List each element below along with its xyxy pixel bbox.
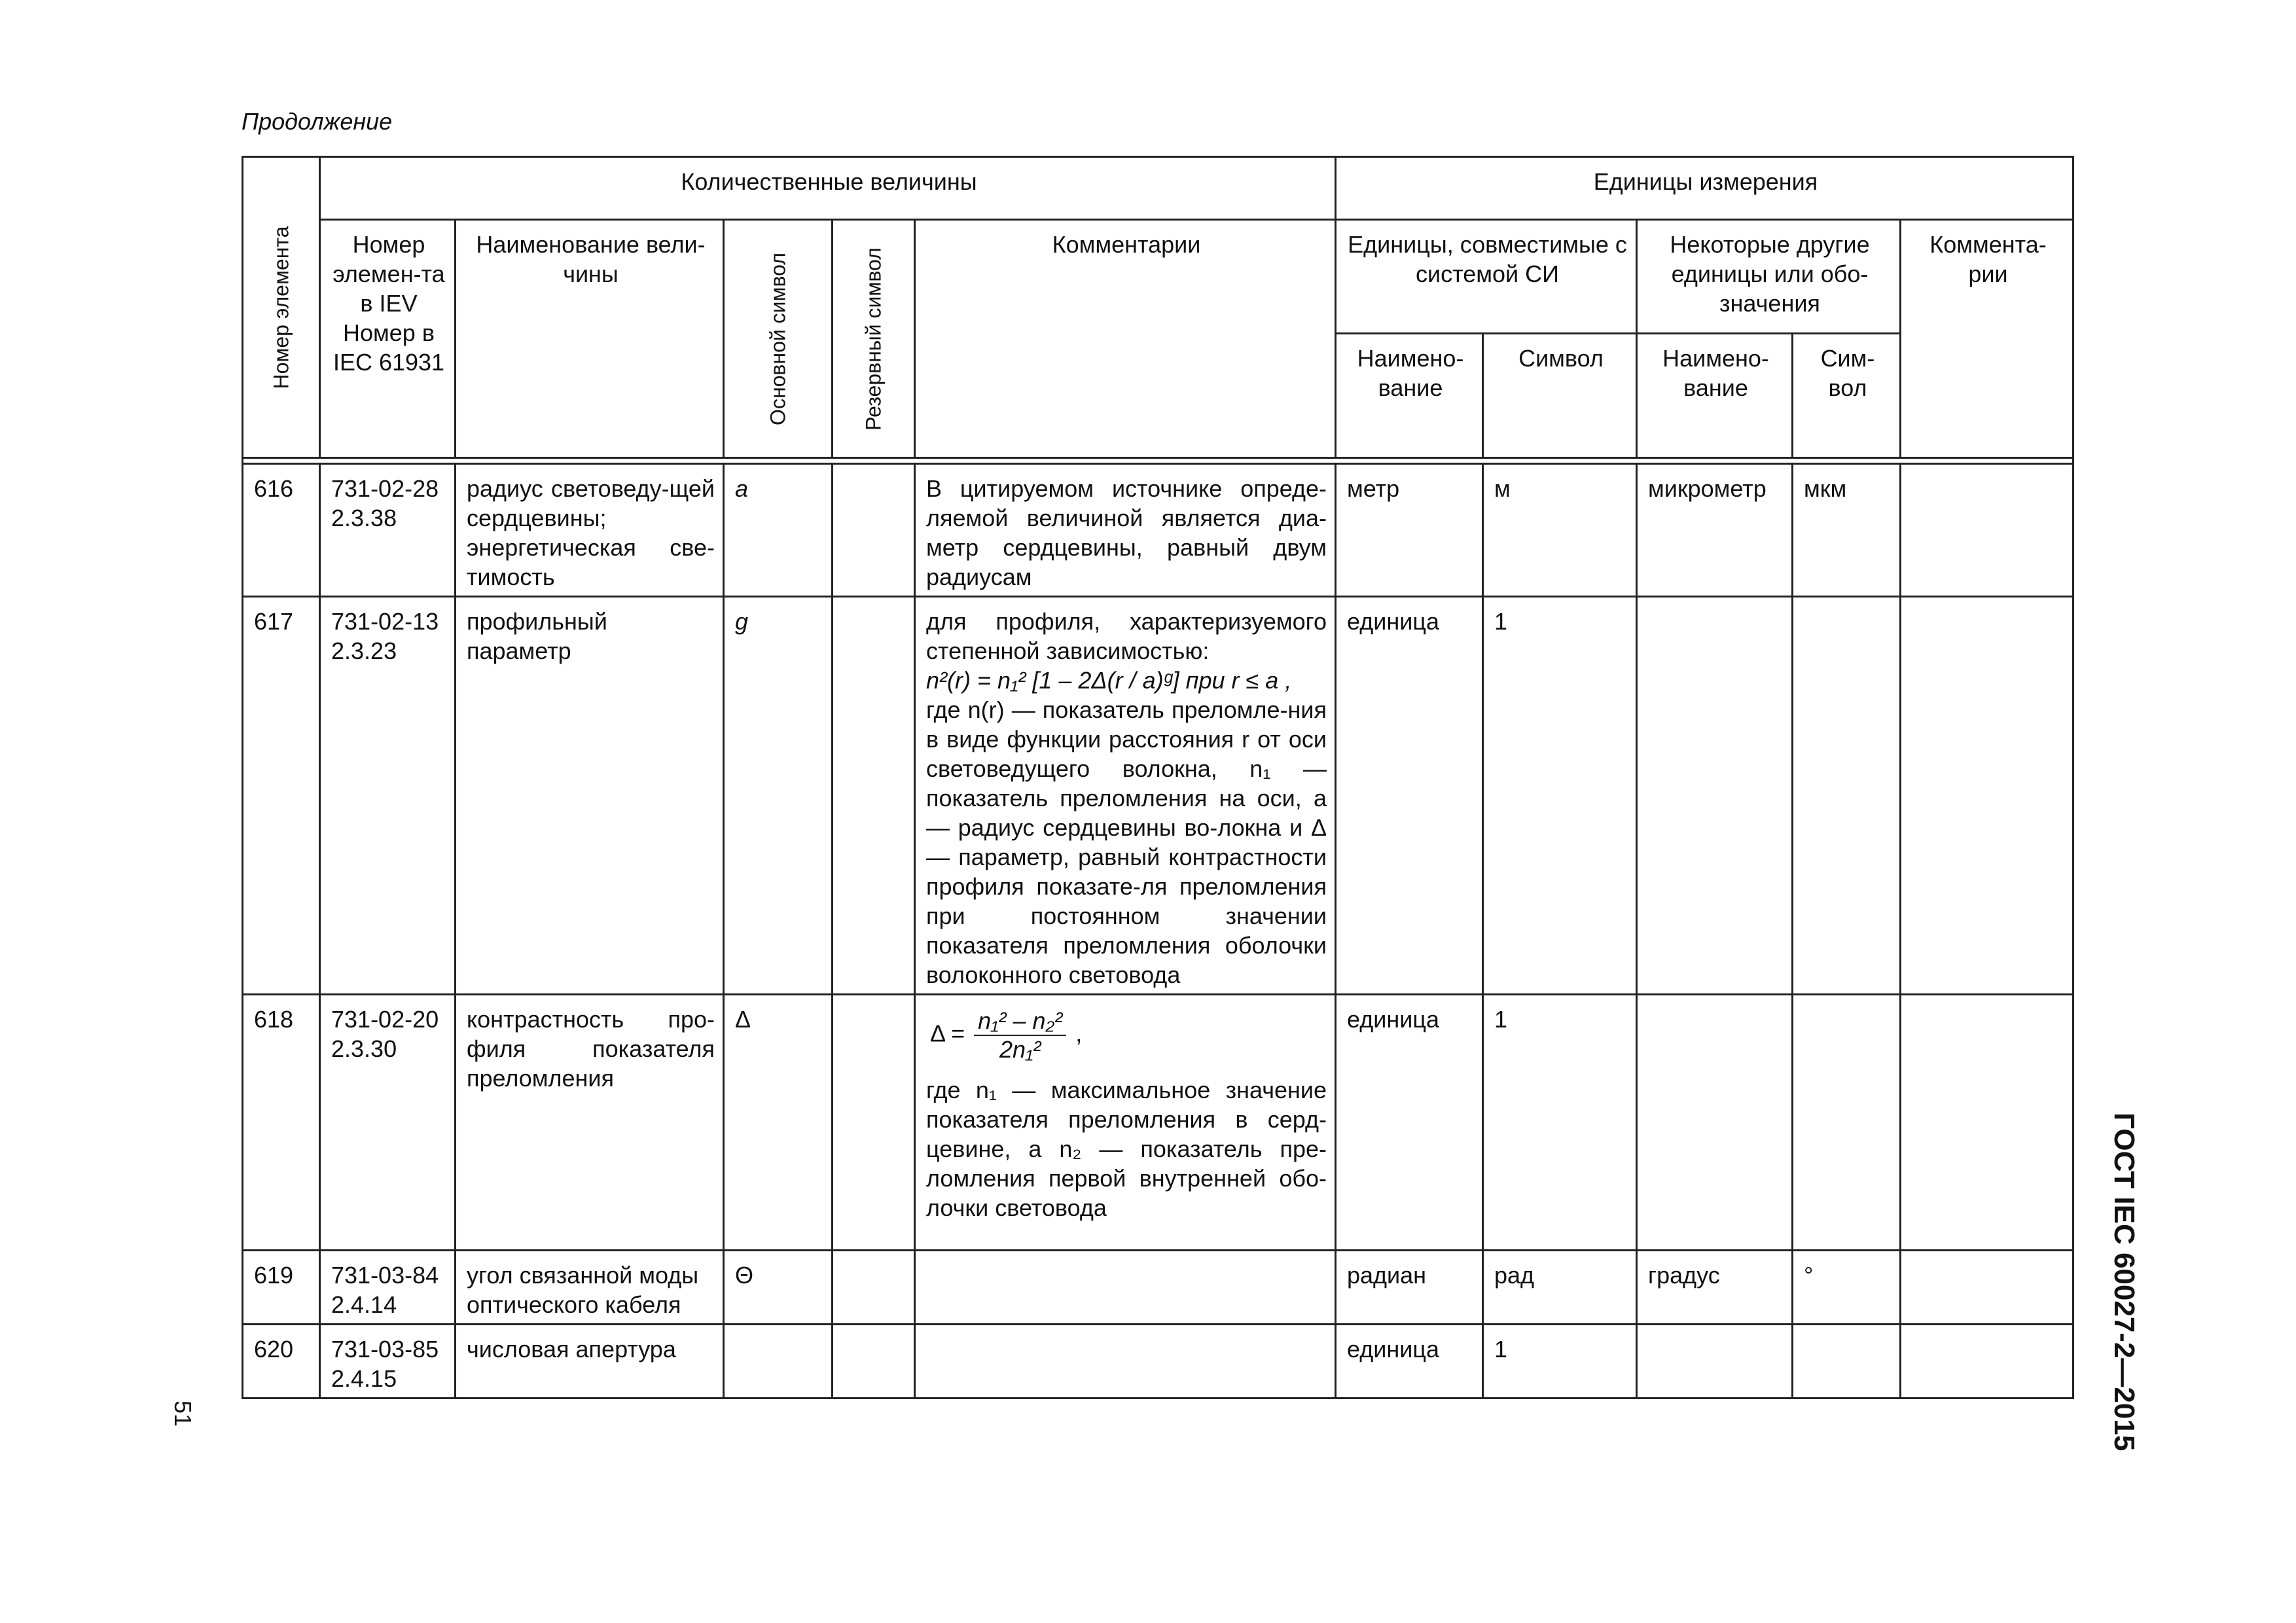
- continuation-caption: Продолжение: [242, 108, 393, 135]
- row-other-name: микрометр: [1637, 464, 1793, 597]
- formula-tail: ,: [1075, 1020, 1083, 1047]
- quantities-table: [242, 156, 2074, 1399]
- row-reserve-symbol: [833, 1325, 915, 1399]
- formula-denominator: 2n₁²: [999, 1036, 1041, 1063]
- profile-formula: n²(r) = n₁² [1 – 2Δ(r / a)ᵍ] при r ≤ a ,: [926, 667, 1292, 694]
- header-main-symbol: Основной символ: [724, 220, 833, 458]
- row-comment: [915, 995, 1336, 1251]
- header-si-symbol: Символ: [1483, 334, 1637, 458]
- row-si-name: единица: [1336, 995, 1483, 1251]
- row-iev-number: 731-03-85 2.4.15: [320, 1325, 456, 1399]
- standard-title: ГОСТ IEC 60027-2—2015: [2108, 1113, 2140, 1452]
- row-si-name: метр: [1336, 464, 1483, 597]
- table-row: [243, 995, 2073, 1251]
- row-si-symbol: рад: [1483, 1251, 1637, 1325]
- row-iev-number: 731-02-20 2.3.30: [320, 995, 456, 1251]
- row-reserve-symbol: [833, 995, 915, 1251]
- header-row-1: [243, 157, 2073, 220]
- header-other-units: Некоторые другие единицы или обо-значения: [1637, 220, 1901, 334]
- row-other-name: градус: [1637, 1251, 1793, 1325]
- row-si-name: единица: [1336, 1325, 1483, 1399]
- row-quantity-name: контрастность про-филя показателя преломления: [456, 995, 724, 1251]
- comment-explanation: где n₁ — максимальное значение показателя преломления в серд-цевине, а n₂ — показатель пре-ломления первой внутренней обо-лочки световода: [926, 1077, 1327, 1221]
- header-unit-comments: Коммента-рии: [1901, 220, 2073, 458]
- row-comment: [915, 1251, 1336, 1325]
- header-quantities: Количественные величины: [320, 157, 1336, 220]
- row-si-symbol: 1: [1483, 1325, 1637, 1399]
- table-row: [243, 1251, 2073, 1325]
- row-main-symbol: Θ: [724, 1251, 833, 1325]
- row-comment: [915, 1325, 1336, 1399]
- header-units: Единицы измерения: [1336, 157, 2073, 220]
- row-number: 616: [243, 464, 320, 597]
- row-reserve-symbol: [833, 464, 915, 597]
- header-element-number: Номер элемента: [243, 157, 320, 458]
- row-main-symbol: g: [724, 597, 833, 995]
- row-si-symbol: 1: [1483, 597, 1637, 995]
- row-quantity-name: числовая апертура: [456, 1325, 724, 1399]
- row-si-symbol: м: [1483, 464, 1637, 597]
- row-quantity-name: радиус световеду-щей сердцевины; энергетическая све-тимость: [456, 464, 724, 597]
- row-si-name: единица: [1336, 597, 1483, 995]
- row-main-symbol: a: [724, 464, 833, 597]
- row-other-symbol: мкм: [1793, 464, 1901, 597]
- row-comment: [915, 597, 1336, 995]
- row-number: 617: [243, 597, 320, 995]
- header-comments: Комментарии: [915, 220, 1336, 458]
- row-quantity-name: профильный параметр: [456, 597, 724, 995]
- row-unit-comment: [1901, 464, 2073, 597]
- row-number: 618: [243, 995, 320, 1251]
- formula-numerator: n₁² – n₂²: [974, 1007, 1066, 1036]
- row-number: 619: [243, 1251, 320, 1325]
- row-other-symbol: [1793, 995, 1901, 1251]
- row-other-symbol: [1793, 597, 1901, 995]
- row-iev-number: 731-03-84 2.4.14: [320, 1251, 456, 1325]
- row-reserve-symbol: [833, 1251, 915, 1325]
- row-other-symbol: °: [1793, 1251, 1901, 1325]
- row-other-name: [1637, 995, 1793, 1251]
- row-other-symbol: [1793, 1325, 1901, 1399]
- header-row-2: [243, 220, 2073, 334]
- row-si-symbol: 1: [1483, 995, 1637, 1251]
- page-number: 51: [170, 1400, 196, 1427]
- comment-explanation: где n(r) — показатель преломле-ния в виде функции расстояния r от оси световедущего волокна, n₁ — показатель преломления на оси, a — радиус сердцевины во-локна и Δ — параметр, равный контрастности профиля показате-ля преломления при постоянном значении показателя преломления оболочки волоконного световода: [926, 696, 1327, 988]
- comment-intro: для профиля, характеризуемого степенной зависимостью:: [926, 608, 1327, 664]
- header-iev-number: Номер элемен-та в IEV Номер в IEC 61931: [320, 220, 456, 458]
- table-row: [243, 1325, 2073, 1399]
- row-unit-comment: [1901, 597, 2073, 995]
- table-row: [243, 597, 2073, 995]
- header-quantity-name: Наименование вели-чины: [456, 220, 724, 458]
- formula-lhs: Δ =: [930, 1020, 965, 1047]
- header-si-units: Единицы, совместимые с системой СИ: [1336, 220, 1637, 334]
- row-main-symbol: Δ: [724, 995, 833, 1251]
- row-other-name: [1637, 1325, 1793, 1399]
- header-si-name: Наимено-вание: [1336, 334, 1483, 458]
- formula-fraction: [974, 1007, 1066, 1063]
- row-unit-comment: [1901, 995, 2073, 1251]
- header-other-name: Наимено-вание: [1637, 334, 1793, 458]
- row-comment: В цитируемом источнике опреде-ляемой величиной является диа-метр сердцевины, равный двум радиусам: [915, 464, 1336, 597]
- row-main-symbol: [724, 1325, 833, 1399]
- header-reserve-symbol: Резервный символ: [833, 220, 915, 458]
- header-other-symbol: Сим-вол: [1793, 334, 1901, 458]
- table-row: [243, 464, 2073, 597]
- row-number: 620: [243, 1325, 320, 1399]
- contrast-formula: [926, 1005, 1327, 1075]
- row-unit-comment: [1901, 1325, 2073, 1399]
- row-quantity-name: угол связанной моды оптического кабеля: [456, 1251, 724, 1325]
- row-unit-comment: [1901, 1251, 2073, 1325]
- row-iev-number: 731-02-13 2.3.23: [320, 597, 456, 995]
- row-other-name: [1637, 597, 1793, 995]
- row-reserve-symbol: [833, 597, 915, 995]
- header-separator: [243, 458, 2073, 464]
- row-iev-number: 731-02-28 2.3.38: [320, 464, 456, 597]
- row-si-name: радиан: [1336, 1251, 1483, 1325]
